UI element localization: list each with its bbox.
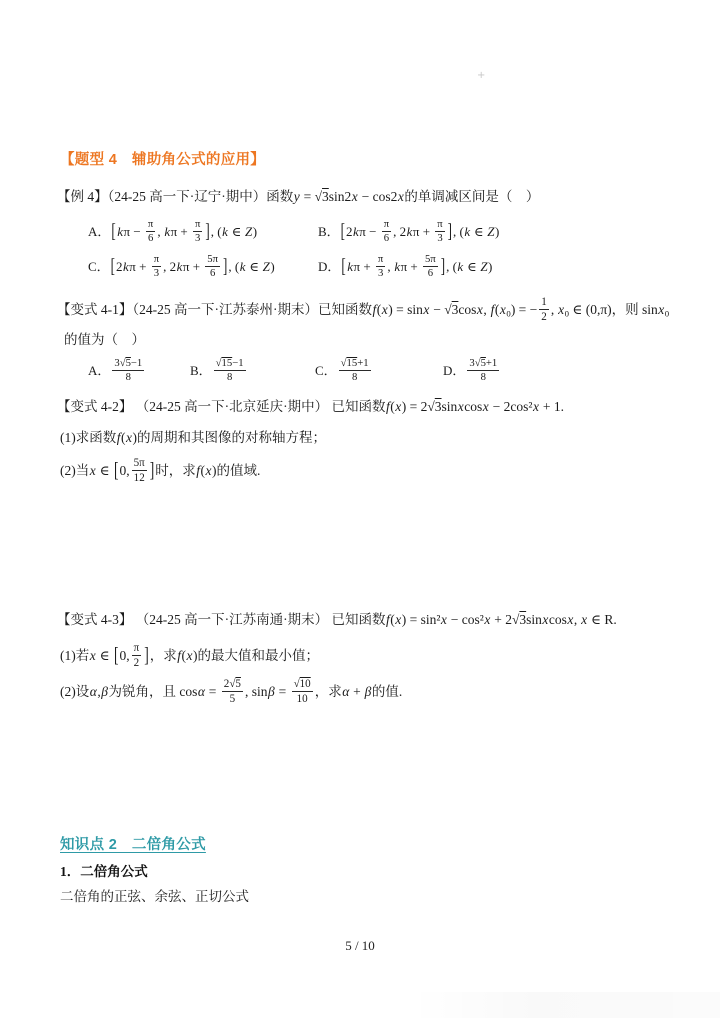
variation41-stem-line1: 【变式 4-1】（24-25 高一下·江苏泰州·期末）已知函数f(x) = sinx − √3cosx, $f(x_0)$ = − $\frac{1}{2}$ , $x_0$ ∈ (0,π)，则 sinx$_0$ bbox=[57, 296, 670, 323]
example4-option-c: C．[2kπ + $\frac{\pi}{3}$ , 2kπ + $\frac{5\pi}{6}$ ], (k ∈ Z) bbox=[88, 254, 275, 280]
example4-option-d: D．[ kπ + $\frac{\pi}{3}$ , kπ + $\frac{5\pi}{6}$ ], (k ∈ Z) bbox=[318, 254, 493, 280]
page-number: 5 / 10 bbox=[345, 938, 375, 953]
variation42-question1: (1)求函数f(x)的周期和其图像的对称轴方程； bbox=[60, 430, 327, 445]
variation41-option-a: A． $\frac{3√5-1}{8}$ bbox=[88, 358, 143, 384]
variation43-stem: 【变式 4-3】 （24-25 高一下·江苏南通·期末） 已知函数f(x) = sin²x − cos²x + 2√3sinxcosx, x ∈ R. bbox=[57, 612, 617, 627]
knowledge2-subheading: 1．二倍角公式 bbox=[60, 864, 148, 879]
example4-option-b: B．[2kπ − $\frac{\pi}{6}$ , 2kπ + $\frac{\pi}{3}$ ], (k ∈ Z) bbox=[318, 219, 500, 245]
knowledge2-heading: 知识点 2 二倍角公式 bbox=[60, 837, 206, 853]
variation43-question2: (2)设α,β为锐角，且 cosα = $\frac{2√5}{5}$ , sinβ = $\frac{√10}{10}$ ，求α + β的值. bbox=[60, 678, 403, 705]
knowledge2-body-text: 二倍角的正弦、余弦、正切公式 bbox=[60, 889, 249, 904]
example4-stem: 【例 4】（24-25 高一下·辽宁·期中）函数y = √3sin2x − cos2x的单调减区间是（ ） bbox=[57, 189, 540, 204]
example4-option-a: A．[ kπ − $\frac{\pi}{6}$ , kπ + $\frac{\pi}{3}$ ], (k ∈ Z) bbox=[88, 219, 258, 245]
variation41-option-b: B． $\frac{√15-1}{8}$ bbox=[190, 358, 244, 384]
page-edge-shadow bbox=[410, 992, 720, 1018]
variation43-question1: (1)若x ∈ [0, $\frac{\pi}{2}$ ]，求f(x)的最大值和最小值； bbox=[60, 642, 319, 669]
topic4-heading: 【题型 4 辅助角公式的应用】 bbox=[60, 152, 266, 168]
variation41-stem-line2: 的值为（ ） bbox=[64, 332, 145, 347]
variation42-stem: 【变式 4-2】 （24-25 高一下·北京延庆·期中） 已知函数f(x) = 2√3sinxcosx − 2cos²x + 1. bbox=[57, 399, 564, 414]
variation41-option-c: C． $\frac{√15+1}{8}$ bbox=[315, 358, 369, 384]
variation41-option-d: D． $\frac{3√5+1}{8}$ bbox=[443, 358, 498, 384]
variation42-question2: (2)当x ∈ [0, $\frac{5\pi}{12}$ ]时，求f(x)的值域. bbox=[60, 457, 261, 484]
faint-artifact-mark: + bbox=[477, 70, 486, 81]
